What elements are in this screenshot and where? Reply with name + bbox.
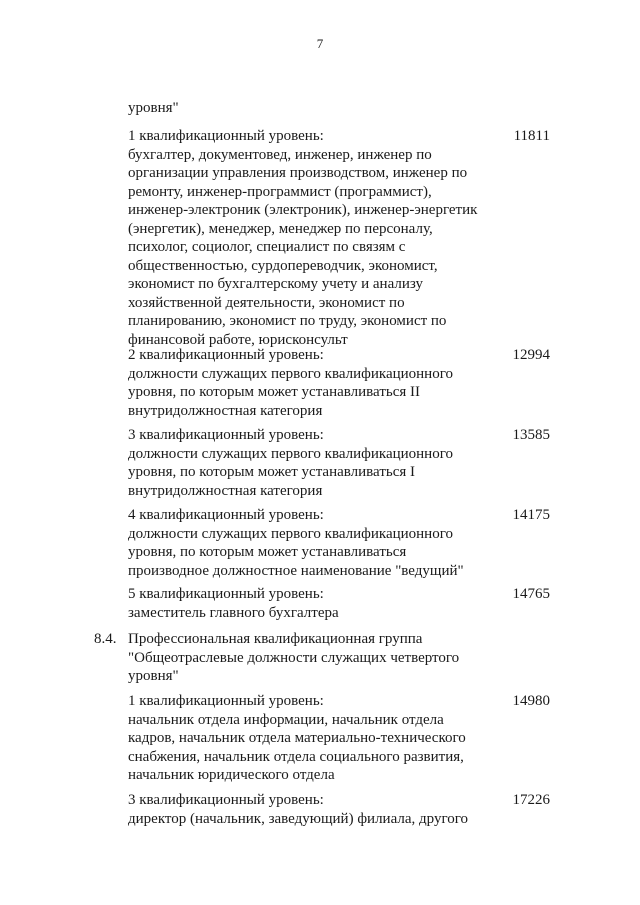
text-line: внутридолжностная категория bbox=[128, 402, 323, 419]
qualification-level-5 bbox=[128, 585, 488, 622]
level-heading: 4 квалификационный уровень: bbox=[128, 507, 324, 523]
text-line: уровня, по которым может устанавливаться bbox=[128, 544, 407, 560]
text-line: планированию, экономист по труду, экономист по bbox=[128, 313, 447, 329]
salary-amount: 14765 bbox=[512, 586, 550, 602]
carryover-text bbox=[128, 99, 488, 118]
text-line: кадров, начальник отдела материально-технического bbox=[128, 730, 466, 746]
text-line: хозяйственной деятельности, экономист по bbox=[128, 294, 405, 311]
level-heading: 1 квалификационный уровень: bbox=[128, 128, 324, 144]
salary-amount: 17226 bbox=[512, 792, 550, 808]
qualification-level-4 bbox=[128, 506, 488, 580]
text-line: экономист по бухгалтерскому учету и анализу bbox=[128, 276, 423, 292]
text-line: "Общеотраслевые должности служащих четвертого bbox=[128, 649, 460, 666]
salary-amount: 12994 bbox=[512, 347, 550, 363]
salary-amount: 14175 bbox=[512, 507, 550, 523]
text-line: внутридолжностная категория bbox=[128, 482, 323, 499]
level-heading: 3 квалификационный уровень: bbox=[128, 792, 324, 808]
text-line: уровня, по которым может устанавливаться II bbox=[128, 384, 421, 400]
text-line: психолог, социолог, специалист по связям с bbox=[128, 239, 406, 255]
salary-amount: 11811 bbox=[513, 128, 550, 144]
level-heading: 3 квалификационный уровень: bbox=[128, 427, 324, 443]
section-qualification-level-3 bbox=[128, 791, 488, 828]
text-line: должности служащих первого квалификационного bbox=[128, 445, 453, 462]
text-line: уровня" bbox=[128, 668, 179, 684]
section-number: 8.4. bbox=[94, 631, 117, 647]
salary-amount: 13585 bbox=[512, 427, 550, 443]
text-line: должности служащих первого квалификационного bbox=[128, 525, 453, 542]
text-line: должности служащих первого квалификационного bbox=[128, 365, 453, 382]
text-line: уровня" bbox=[128, 100, 179, 116]
section-title bbox=[128, 630, 488, 686]
section-qualification-level-1 bbox=[128, 692, 488, 785]
text-line: Профессиональная квалификационная группа bbox=[128, 631, 423, 647]
qualification-level-2 bbox=[128, 346, 488, 420]
qualification-level-1 bbox=[128, 127, 488, 349]
text-line: бухгалтер, документовед, инженер, инженер по bbox=[128, 146, 432, 163]
text-line: директор (начальник, заведующий) филиала, другого bbox=[128, 810, 469, 827]
text-line: финансовой работе, юрисконсульт bbox=[128, 331, 348, 348]
page-number: 7 bbox=[316, 36, 324, 51]
level-heading: 1 квалификационный уровень: bbox=[128, 693, 324, 709]
text-line: организации управления производством, инженер по bbox=[128, 165, 468, 181]
text-line: начальник юридического отдела bbox=[128, 767, 335, 783]
text-line: инженер-электроник (электроник), инженер-энергетик bbox=[128, 202, 478, 218]
text-line: начальник отдела информации, начальник отдела bbox=[128, 711, 444, 728]
text-line: заместитель главного бухгалтера bbox=[128, 604, 339, 621]
qualification-level-3 bbox=[128, 426, 488, 500]
text-line: ремонту, инженер-программист (программист), bbox=[128, 183, 432, 200]
level-heading: 5 квалификационный уровень: bbox=[128, 586, 324, 602]
text-line: снабжения, начальник отдела социального развития, bbox=[128, 748, 464, 765]
text-line: (энергетик), менеджер, менеджер по персоналу, bbox=[128, 220, 433, 237]
text-line: производное должностное наименование "ведущий" bbox=[128, 562, 464, 579]
salary-amount: 14980 bbox=[512, 693, 550, 709]
level-heading: 2 квалификационный уровень: bbox=[128, 347, 324, 363]
text-line: общественностью, сурдопереводчик, экономист, bbox=[128, 257, 438, 274]
text-line: уровня, по которым может устанавливаться I bbox=[128, 464, 416, 480]
